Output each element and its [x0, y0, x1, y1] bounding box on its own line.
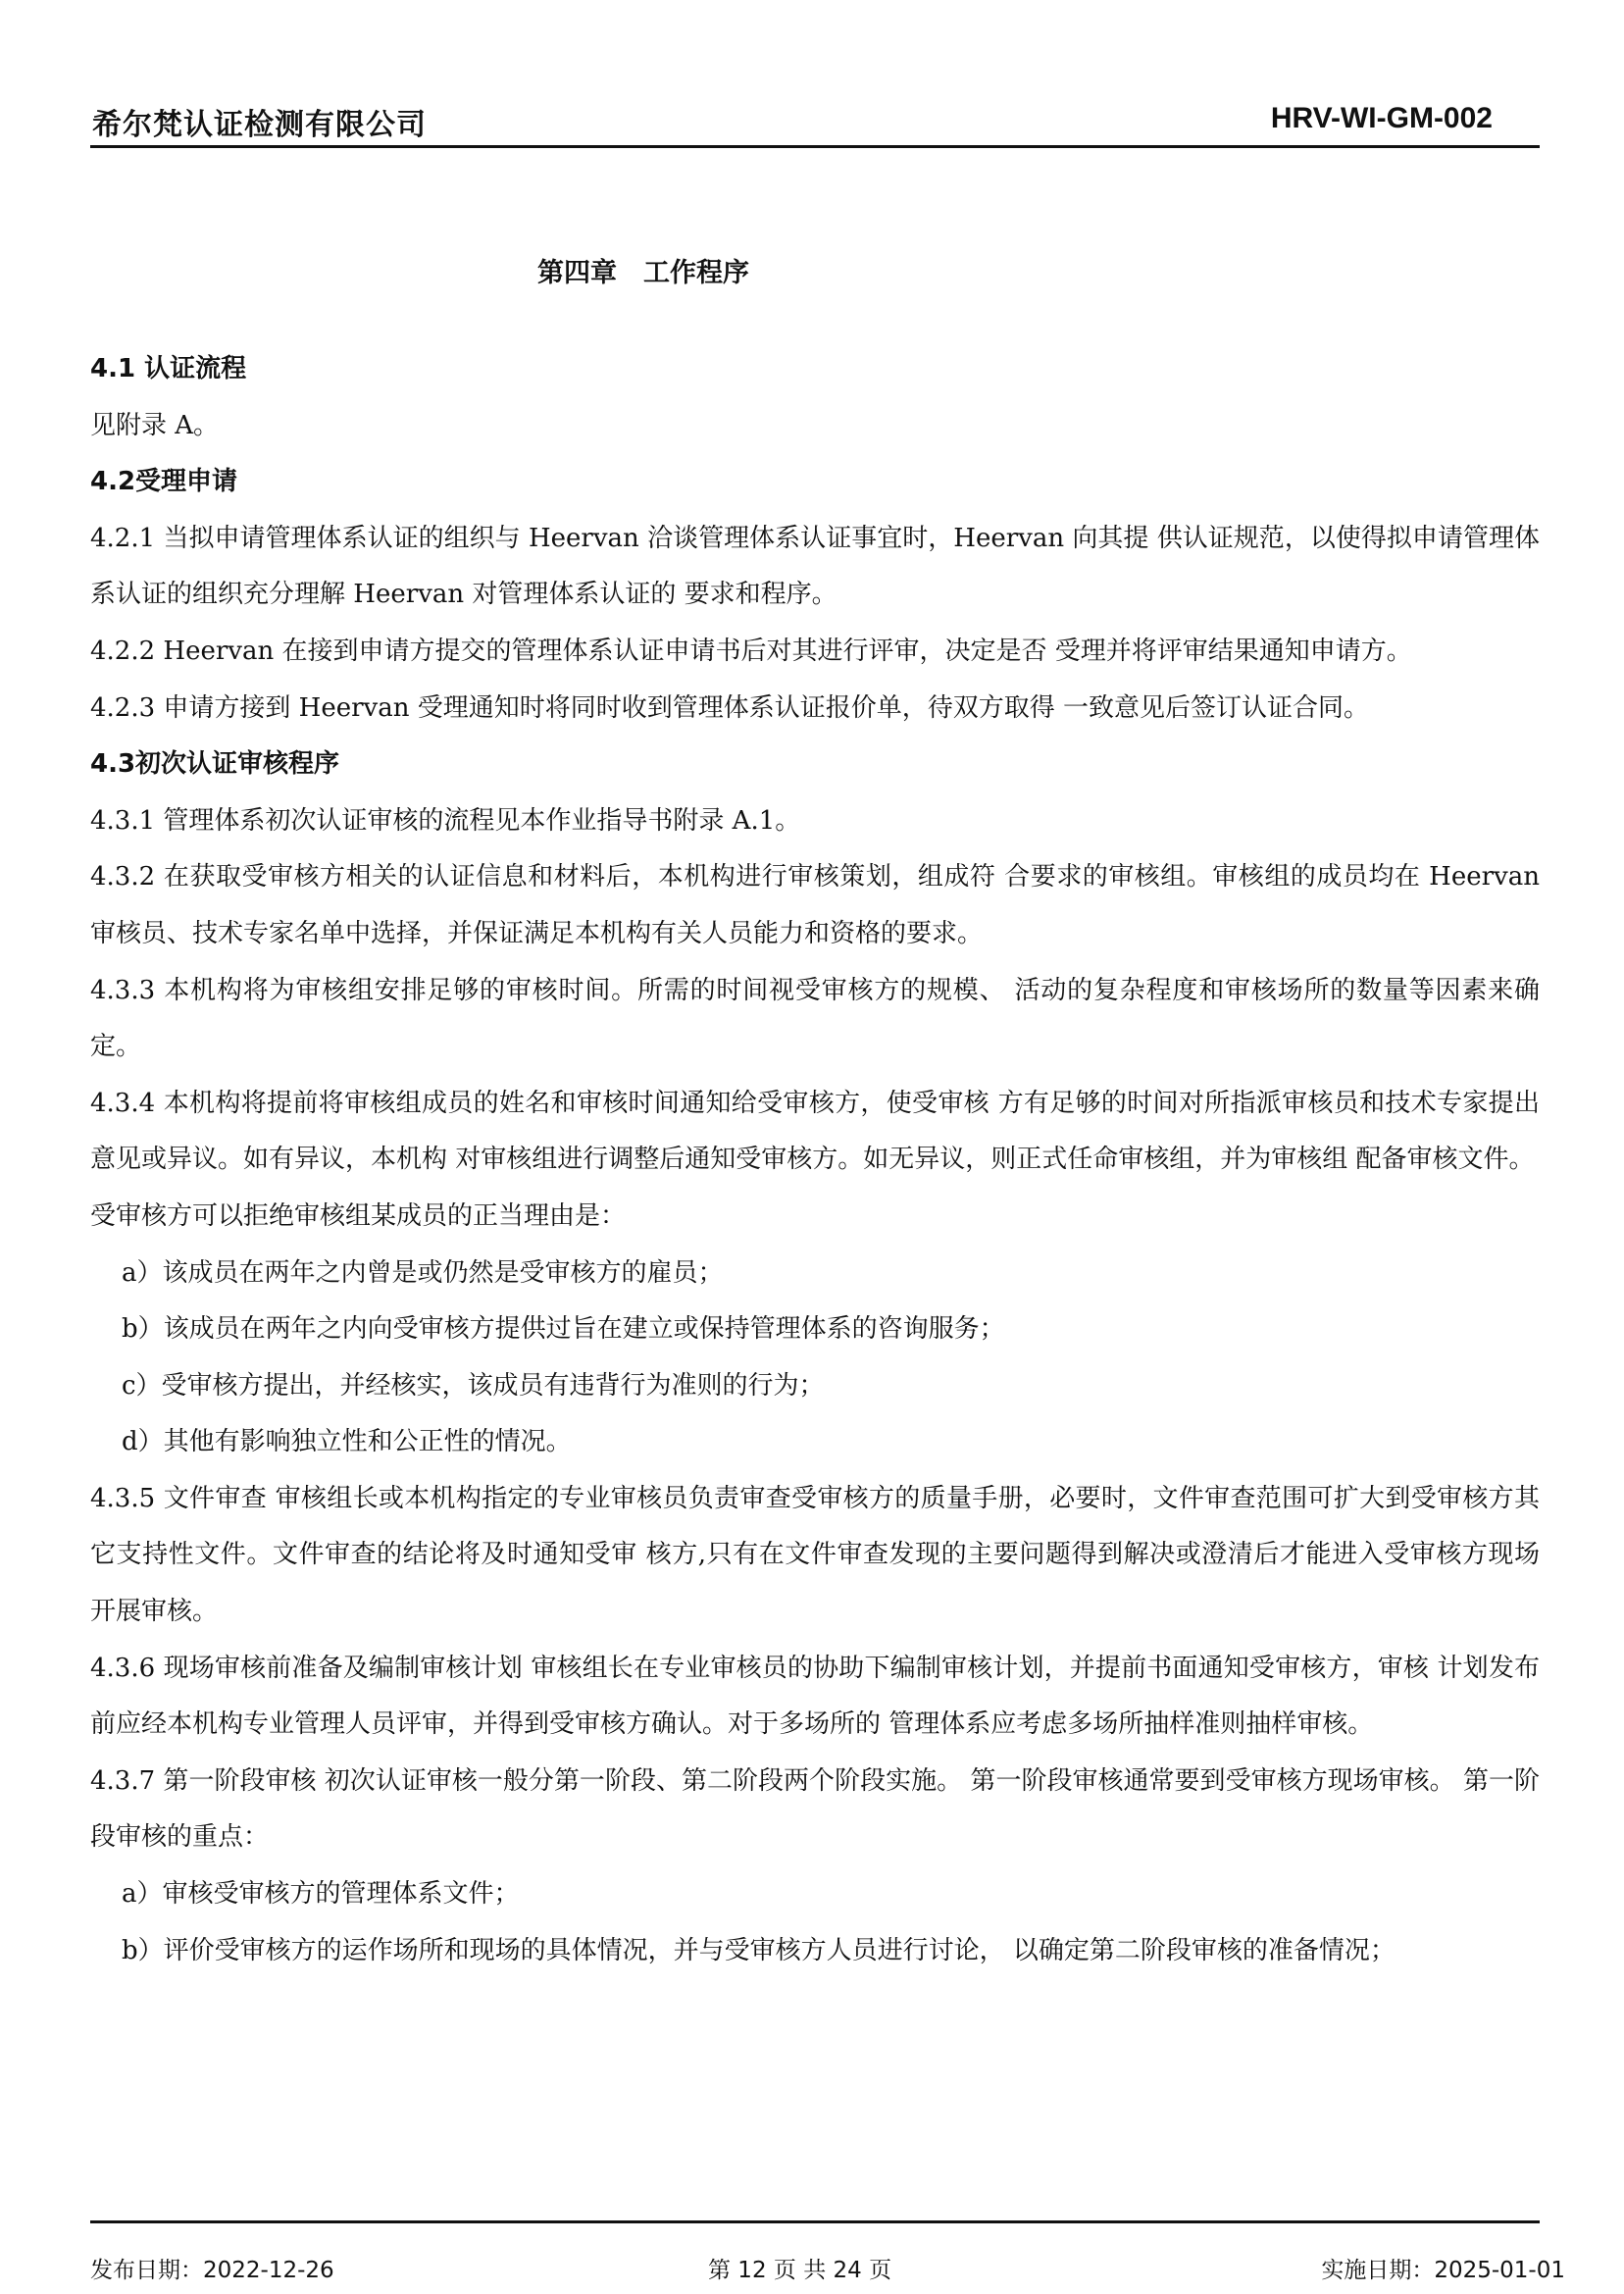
body-paragraph: 4.3.4 本机构将提前将审核组成员的姓名和审核时间通知给受审核方，使受审核 方有足够的时间对所指派审核员和技术专家提出意见或异议。如有异议，本机构 对审核组进行调整后通知受审核方。如无异议，则正式任命审核组，并为审核组 配备审核文件。	[90, 1088, 1540, 1175]
body-paragraph: 见附录 A。	[90, 410, 220, 440]
body-paragraph: 4.2.3 申请方接到 Heervan 受理通知时将同时收到管理体系认证报价单，待双方取得 一致意见后签订认证合同。	[90, 692, 1370, 723]
section-heading: 4.2受理申请	[90, 467, 238, 497]
list-item: b）该成员在两年之内向受审核方提供过旨在建立或保持管理体系的咨询服务；	[122, 1314, 1005, 1345]
list-item: d）其他有影响独立性和公正性的情况。	[122, 1427, 572, 1457]
body-paragraph: 4.3.7 第一阶段审核 初次认证审核一般分第一阶段、第二阶段两个阶段实施。 第一阶段审核通常要到受审核方现场审核。 第一阶段审核的重点：	[90, 1765, 1540, 1853]
section-heading: 4.1 认证流程	[90, 354, 247, 383]
effective-date: 实施日期：2025-01-01	[1321, 2258, 1565, 2283]
body-paragraph: 4.3.6 现场审核前准备及编制审核计划 审核组长在专业审核员的协助下编制审核计划，并提前书面通知受审核方，审核 计划发布前应经本机构专业管理人员评审，并得到受审核方确认。对于多场所的 管理体系应考虑多场所抽样准则抽样审核。	[90, 1653, 1540, 1740]
body-paragraph: 4.3.1 管理体系初次认证审核的流程见本作业指导书附录 A.1。	[90, 805, 801, 836]
body-paragraph: 4.3.2 在获取受审核方相关的认证信息和材料后，本机构进行审核策划，组成符 合要求的审核组。审核组的成员均在 Heervan 审核员、技术专家名单中选择，并保证满足本机构有关人员能力和资格的要求。	[90, 862, 1540, 948]
body-paragraph: 4.2.2 Heervan 在接到申请方提交的管理体系认证申请书后对其进行评审，决定是否 受理并将评审结果通知申请方。	[90, 636, 1412, 666]
chapter-title: 第四章 工作程序	[537, 258, 749, 288]
list-item: a）审核受审核方的管理体系文件；	[122, 1879, 520, 1910]
issue-date: 发布日期：2022-12-26	[90, 2258, 334, 2283]
page-header	[90, 98, 1540, 148]
body-paragraph: 受审核方可以拒绝审核组某成员的正当理由是：	[90, 1200, 627, 1231]
document-body	[90, 341, 1540, 1979]
section-heading: 4.3初次认证审核程序	[90, 749, 340, 780]
company-name: 希尔梵认证检测有限公司	[92, 108, 427, 142]
list-item: c）受审核方提出，并经核实，该成员有违背行为准则的行为；	[122, 1370, 825, 1401]
body-paragraph: 4.3.5 文件审查 审核组长或本机构指定的专业审核员负责审查受审核方的质量手册，必要时，文件审查范围可扩大到受审核方其它支持性文件。文件审查的结论将及时通知受审 核方,只有在文件审查发现的主要问题得到解决或澄清后才能进入受审核方现场 开展审核。	[90, 1483, 1540, 1627]
footer-divider	[90, 2220, 1540, 2223]
list-item: a）该成员在两年之内曾是或仍然是受审核方的雇员；	[122, 1257, 724, 1288]
page-number: 第 12 页 共 24 页	[708, 2258, 892, 2283]
body-paragraph: 4.3.3 本机构将为审核组安排足够的审核时间。所需的时间视受审核方的规模、 活动的复杂程度和审核场所的数量等因素来确定。	[90, 975, 1540, 1062]
body-paragraph: 4.2.1 当拟申请管理体系认证的组织与 Heervan 洽谈管理体系认证事宜时，Heervan 向其提 供认证规范，以使得拟申请管理体系认证的组织充分理解 Heervan 对管理体系认证的 要求和程序。	[90, 523, 1540, 610]
list-item: b）评价受审核方的运作场所和现场的具体情况，并与受审核方人员进行讨论， 以确定第二阶段审核的准备情况；	[122, 1935, 1396, 1965]
document-code: HRV-WI-GM-002	[1270, 102, 1493, 134]
